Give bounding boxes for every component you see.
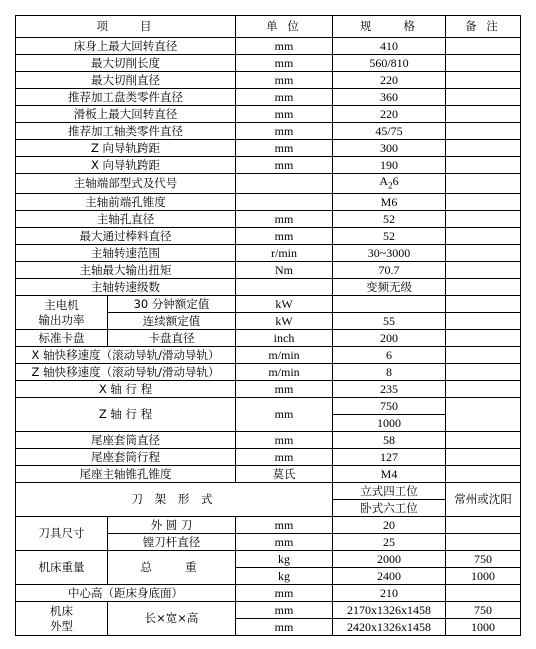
row-item: 最大通过棒料直径 <box>16 228 236 245</box>
row-spec: 300 <box>333 140 446 157</box>
dims-spec-1: 2170x1326x1458 <box>333 602 446 619</box>
row-spec: 220 <box>333 72 446 89</box>
turret-spec-1: 立式四工位 <box>333 483 446 500</box>
row-spec: 560/810 <box>333 55 446 72</box>
dims-sub: 长×宽×高 <box>108 602 236 636</box>
tail-sleeve-travel-item: 尾座套筒行程 <box>16 449 236 466</box>
chuck-label: 标准卡盘 <box>16 330 108 347</box>
z-rapid-spec: 8 <box>333 364 446 381</box>
row-spec: 52 <box>333 211 446 228</box>
z-rapid-item: Z 轴快移速度（滚动导轨/滑动导轨） <box>16 364 236 381</box>
table-row <box>16 262 521 279</box>
header-remark: 备 注 <box>446 16 521 38</box>
turret-row <box>16 483 521 500</box>
row-item: 推荐加工盘类零件直径 <box>16 89 236 106</box>
weight-unit-1: kg <box>236 551 333 568</box>
row-unit: mm <box>236 228 333 245</box>
center-height-spec: 210 <box>333 585 446 602</box>
table-row <box>16 123 521 140</box>
z-travel-item: Z 轴 行 程 <box>16 398 236 432</box>
row-remark <box>446 330 521 347</box>
row-spec: 410 <box>333 38 446 55</box>
tail-sleeve-dia-spec: 58 <box>333 432 446 449</box>
table-row <box>16 106 521 123</box>
motor-label-line2: 输出功率 <box>38 312 85 327</box>
tail-sleeve-travel-unit: mm <box>236 449 333 466</box>
row-unit: mm <box>236 38 333 55</box>
dims-label-line1: 机床 <box>50 603 73 618</box>
row-spec <box>333 174 446 194</box>
table-row <box>16 174 521 194</box>
row-remark <box>446 517 521 534</box>
turret-spec-2: 卧式六工位 <box>333 500 446 517</box>
row-spec: 220 <box>333 106 446 123</box>
row-unit: mm <box>236 140 333 157</box>
tool-label: 刀具尺寸 <box>16 517 108 551</box>
dims-unit-1: mm <box>236 602 333 619</box>
table-row <box>16 157 521 174</box>
header-spec: 规 格 <box>333 16 446 38</box>
spindle-code-main: A <box>379 174 389 188</box>
z-rapid-unit: m/min <box>236 364 333 381</box>
tail-sleeve-travel-row <box>16 449 521 466</box>
row-remark <box>446 432 521 449</box>
x-travel-unit: mm <box>236 381 333 398</box>
x-rapid-unit: m/min <box>236 347 333 364</box>
row-remark <box>446 211 521 228</box>
row-spec: 30~3000 <box>333 245 446 262</box>
row-remark <box>446 174 521 194</box>
row-item: 滑板上最大回转直径 <box>16 106 236 123</box>
tool-row-outer <box>16 517 521 534</box>
tail-taper-item: 尾座主轴锥孔锥度 <box>16 466 236 483</box>
dims-unit-2: mm <box>236 619 333 636</box>
dims-spec-2: 2420x1326x1458 <box>333 619 446 636</box>
motor-cont-unit: kW <box>236 313 333 330</box>
row-item: X 向导轨跨距 <box>16 157 236 174</box>
row-unit: mm <box>236 72 333 89</box>
weight-unit-2: kg <box>236 568 333 585</box>
chuck-spec: 200 <box>333 330 446 347</box>
spindle-code-tail: 6 <box>392 174 399 188</box>
row-remark <box>446 296 521 313</box>
row-remark <box>446 55 521 72</box>
motor-cont-spec: 55 <box>333 313 446 330</box>
row-remark <box>446 140 521 157</box>
row-spec: 变频无级 <box>333 279 446 296</box>
z-travel-row <box>16 398 521 415</box>
motor-row-30min <box>16 296 521 313</box>
row-item: 最大切削长度 <box>16 55 236 72</box>
row-spec: 45/75 <box>333 123 446 140</box>
row-unit: mm <box>236 106 333 123</box>
tool-sub-2: 镗刀杆直径 <box>108 534 236 551</box>
tool-spec-1: 20 <box>333 517 446 534</box>
tool-sub-1: 外 圆 刀 <box>108 517 236 534</box>
table-row <box>16 211 521 228</box>
center-height-unit: mm <box>236 585 333 602</box>
tail-sleeve-dia-unit: mm <box>236 432 333 449</box>
row-spec: M6 <box>333 194 446 211</box>
turret-item: 刀 架 形 式 <box>16 483 333 517</box>
motor-30min-unit: kW <box>236 296 333 313</box>
row-spec: 360 <box>333 89 446 106</box>
x-travel-spec: 235 <box>333 381 446 398</box>
weight-label: 机床重量 <box>16 551 108 585</box>
x-travel-item: X 轴 行 程 <box>16 381 236 398</box>
table-row <box>16 245 521 262</box>
row-unit: mm <box>236 211 333 228</box>
row-unit <box>236 174 333 194</box>
row-remark <box>446 364 521 381</box>
motor-30min-label: 30 分钟额定值 <box>108 296 236 313</box>
dims-row-1 <box>16 602 521 619</box>
row-item: Z 向导轨跨距 <box>16 140 236 157</box>
row-item: 推荐加工轴类零件直径 <box>16 123 236 140</box>
row-remark <box>446 466 521 483</box>
header-unit: 单 位 <box>236 16 333 38</box>
weight-remark-2: 1000 <box>446 568 521 585</box>
row-remark <box>446 72 521 89</box>
row-item: 主轴端部型式及代号 <box>16 174 236 194</box>
motor-label <box>16 296 108 330</box>
row-remark <box>446 194 521 211</box>
tool-spec-2: 25 <box>333 534 446 551</box>
motor-label-line1: 主电机 <box>44 297 79 312</box>
row-unit: mm <box>236 123 333 140</box>
row-spec: 70.7 <box>333 262 446 279</box>
row-unit: mm <box>236 157 333 174</box>
row-remark <box>446 157 521 174</box>
turret-remark: 常州或沈阳 <box>446 483 521 517</box>
tail-taper-spec: M4 <box>333 466 446 483</box>
row-remark <box>446 449 521 466</box>
row-remark <box>446 262 521 279</box>
motor-cont-label: 连续额定值 <box>108 313 236 330</box>
tool-unit-1: mm <box>236 517 333 534</box>
weight-remark-1: 750 <box>446 551 521 568</box>
row-remark <box>446 279 521 296</box>
motor-30min-spec <box>333 296 446 313</box>
table-row <box>16 38 521 55</box>
row-item: 主轴孔直径 <box>16 211 236 228</box>
row-remark <box>446 228 521 245</box>
table-row <box>16 89 521 106</box>
row-remark <box>446 585 521 602</box>
x-rapid-row <box>16 347 521 364</box>
row-spec: 52 <box>333 228 446 245</box>
row-remark <box>446 38 521 55</box>
row-remark <box>446 123 521 140</box>
table-row <box>16 55 521 72</box>
row-item: 主轴转速范围 <box>16 245 236 262</box>
z-travel-unit: mm <box>236 398 333 432</box>
table-row <box>16 279 521 296</box>
weight-row-1 <box>16 551 521 568</box>
x-rapid-spec: 6 <box>333 347 446 364</box>
row-spec: 190 <box>333 157 446 174</box>
row-item: 最大切削直径 <box>16 72 236 89</box>
row-item: 主轴转速级数 <box>16 279 236 296</box>
tail-taper-unit: 莫氏 <box>236 466 333 483</box>
tail-sleeve-dia-row <box>16 432 521 449</box>
header-row <box>16 16 521 38</box>
table-row <box>16 228 521 245</box>
chuck-row <box>16 330 521 347</box>
row-remark <box>446 313 521 330</box>
tail-sleeve-dia-item: 尾座套筒直径 <box>16 432 236 449</box>
z-travel-spec-2: 1000 <box>333 415 446 432</box>
spindle-code-sub: 2 <box>388 180 393 191</box>
row-remark <box>446 245 521 262</box>
z-travel-spec-1: 750 <box>333 398 446 415</box>
header-item: 项 目 <box>16 16 236 38</box>
weight-spec-1: 2000 <box>333 551 446 568</box>
tool-unit-2: mm <box>236 534 333 551</box>
x-travel-row <box>16 381 521 398</box>
row-item: 主轴前端孔锥度 <box>16 194 236 211</box>
z-rapid-row <box>16 364 521 381</box>
x-rapid-item: X 轴快移速度（滚动导轨/滑动导轨） <box>16 347 236 364</box>
chuck-sub: 卡盘直径 <box>108 330 236 347</box>
row-item: 床身上最大回转直径 <box>16 38 236 55</box>
row-unit: mm <box>236 55 333 72</box>
center-height-item: 中心高（距床身底面） <box>16 585 236 602</box>
row-item: 主轴最大输出扭矩 <box>16 262 236 279</box>
row-unit: Nm <box>236 262 333 279</box>
table-row <box>16 140 521 157</box>
dims-label-line2: 外型 <box>50 618 73 633</box>
row-unit: r/min <box>236 245 333 262</box>
tail-taper-row <box>16 466 521 483</box>
weight-sub: 总 重 <box>108 551 236 585</box>
row-unit <box>236 194 333 211</box>
tail-sleeve-travel-spec: 127 <box>333 449 446 466</box>
row-remark <box>446 106 521 123</box>
weight-spec-2: 2400 <box>333 568 446 585</box>
dims-label <box>16 602 108 636</box>
dims-remark-2: 1000 <box>446 619 521 636</box>
row-unit <box>236 279 333 296</box>
row-remark <box>446 381 521 398</box>
row-remark <box>446 534 521 551</box>
table-row <box>16 194 521 211</box>
row-remark <box>446 398 521 432</box>
spec-table <box>15 15 521 636</box>
row-unit: mm <box>236 89 333 106</box>
center-height-row <box>16 585 521 602</box>
row-remark <box>446 347 521 364</box>
chuck-unit: inch <box>236 330 333 347</box>
dims-remark-1: 750 <box>446 602 521 619</box>
table-row <box>16 72 521 89</box>
row-remark <box>446 89 521 106</box>
